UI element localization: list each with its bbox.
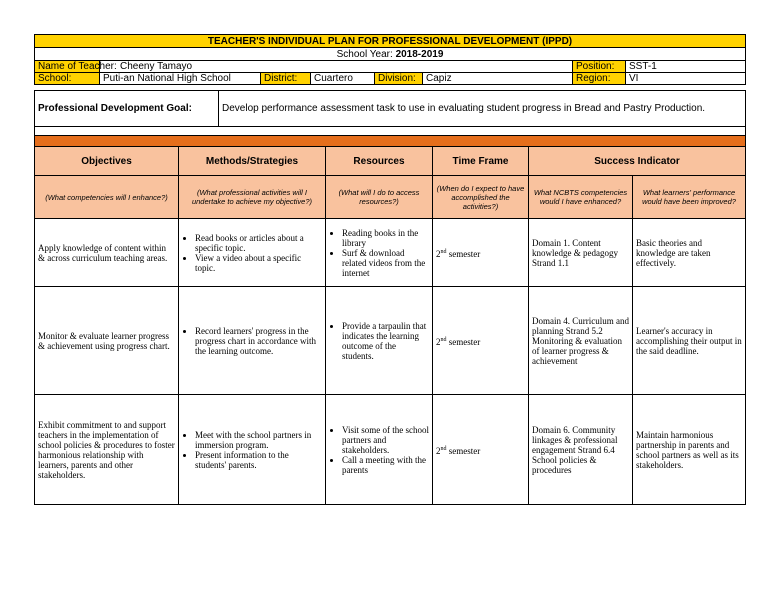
region-label: Region:: [573, 73, 626, 85]
resource-item: • Call a meeting with the parents: [342, 455, 429, 475]
school-value: Puti-an National High School: [100, 73, 261, 85]
col-methods: Methods/Strategies: [179, 147, 326, 176]
goal-label: Professional Development Goal:: [35, 91, 219, 127]
objective-cell: Monitor & evaluate learner progress & achievement using progress chart.: [35, 287, 179, 395]
sub-timeframe: (When do I expect to have accomplished the activities?): [433, 176, 529, 219]
column-subheaders: [35, 176, 746, 219]
division-label: Division:: [375, 73, 423, 85]
methods-cell: [179, 395, 326, 505]
method-item: • Meet with the school partners in immersion program.: [195, 430, 322, 450]
header-table: [34, 34, 746, 91]
timeframe-cell: 2nd semester: [433, 219, 529, 287]
name-label: Name of Teacher:: [35, 61, 100, 73]
objective-cell: Apply knowledge of content within & across curriculum teaching areas.: [35, 219, 179, 287]
resources-cell: [326, 395, 433, 505]
ippd-document: [34, 34, 745, 505]
school-label: School:: [35, 73, 100, 85]
division-value: Capiz: [423, 73, 573, 85]
goal-table: [34, 90, 746, 147]
sub-methods: (What professional activities will I undertake to achieve my objective?): [179, 176, 326, 219]
column-headers: [35, 147, 746, 176]
methods-cell: [179, 287, 326, 395]
sub-objectives: (What competencies will I enhance?): [35, 176, 179, 219]
objective-cell: Exhibit commitment to and support teachers in the implementation of school policies & procedures to foster harmonious relationship with learners, parents and other stakeholders.: [35, 395, 179, 505]
methods-cell: [179, 219, 326, 287]
col-timeframe: Time Frame: [433, 147, 529, 176]
ncbts-cell: Domain 6. Community linkages & professional engagement Strand 6.4 School policies & procedures: [529, 395, 633, 505]
resources-cell: [326, 287, 433, 395]
col-resources: Resources: [326, 147, 433, 176]
table-row: [35, 395, 746, 505]
resource-item: • Visit some of the school partners and stakeholders.: [342, 425, 429, 455]
method-item: • Present information to the students' parents.: [195, 450, 322, 470]
col-success: Success Indicator: [529, 147, 746, 176]
sub-ncbts: What NCBTS competencies would I have enhanced?: [529, 176, 633, 219]
table-row: [35, 219, 746, 287]
goal-text: Develop performance assessment task to use in evaluating student progress in Bread and Pastry Production.: [219, 91, 746, 127]
position-label: Position:: [573, 61, 626, 73]
method-item: • Read books or articles about a specific topic.: [195, 233, 322, 253]
ncbts-cell: Domain 1. Content knowledge & pedagogy Strand 1.1: [529, 219, 633, 287]
district-label: District:: [261, 73, 311, 85]
sub-learners: What learners' performance would have been improved?: [633, 176, 746, 219]
resource-item: • Surf & download related videos from the internet: [342, 248, 429, 278]
resource-item: • Provide a tarpaulin that indicates the learning outcome of the students.: [342, 321, 429, 361]
teacher-name: Cheeny Tamayo: [100, 61, 573, 73]
learners-cell: Learner's accuracy in accomplishing their output in the said deadline.: [633, 287, 746, 395]
school-year-label: School Year:: [336, 48, 393, 60]
learners-cell: Maintain harmonious partnership in parents and school partners as well as its stakeholders.: [633, 395, 746, 505]
position-value: SST-1: [626, 61, 746, 73]
table-row: [35, 287, 746, 395]
timeframe-cell: 2nd semester: [433, 287, 529, 395]
method-item: • View a video about a specific topic.: [195, 253, 322, 273]
region-value: VI: [626, 73, 746, 85]
timeframe-cell: 2nd semester: [433, 395, 529, 505]
school-year: [35, 48, 746, 61]
district-value: Cuartero: [311, 73, 375, 85]
plan-table: [34, 146, 746, 505]
school-year-value: 2018-2019: [395, 48, 444, 60]
ncbts-cell: Domain 4. Curriculum and planning Strand 5.2 Monitoring & evaluation of learner progress & achievement: [529, 287, 633, 395]
method-item: • Record learners' progress in the progress chart in accordance with the learning outcome.: [195, 326, 322, 356]
divider-bar: [35, 136, 746, 147]
col-objectives: Objectives: [35, 147, 179, 176]
resources-cell: [326, 219, 433, 287]
document-title: TEACHER'S INDIVIDUAL PLAN FOR PROFESSIONAL DEVELOPMENT (IPPD): [35, 35, 746, 48]
learners-cell: Basic theories and knowledge are taken effectively.: [633, 219, 746, 287]
resource-item: • Reading books in the library: [342, 228, 429, 248]
sub-resources: (What will I do to access resources?): [326, 176, 433, 219]
